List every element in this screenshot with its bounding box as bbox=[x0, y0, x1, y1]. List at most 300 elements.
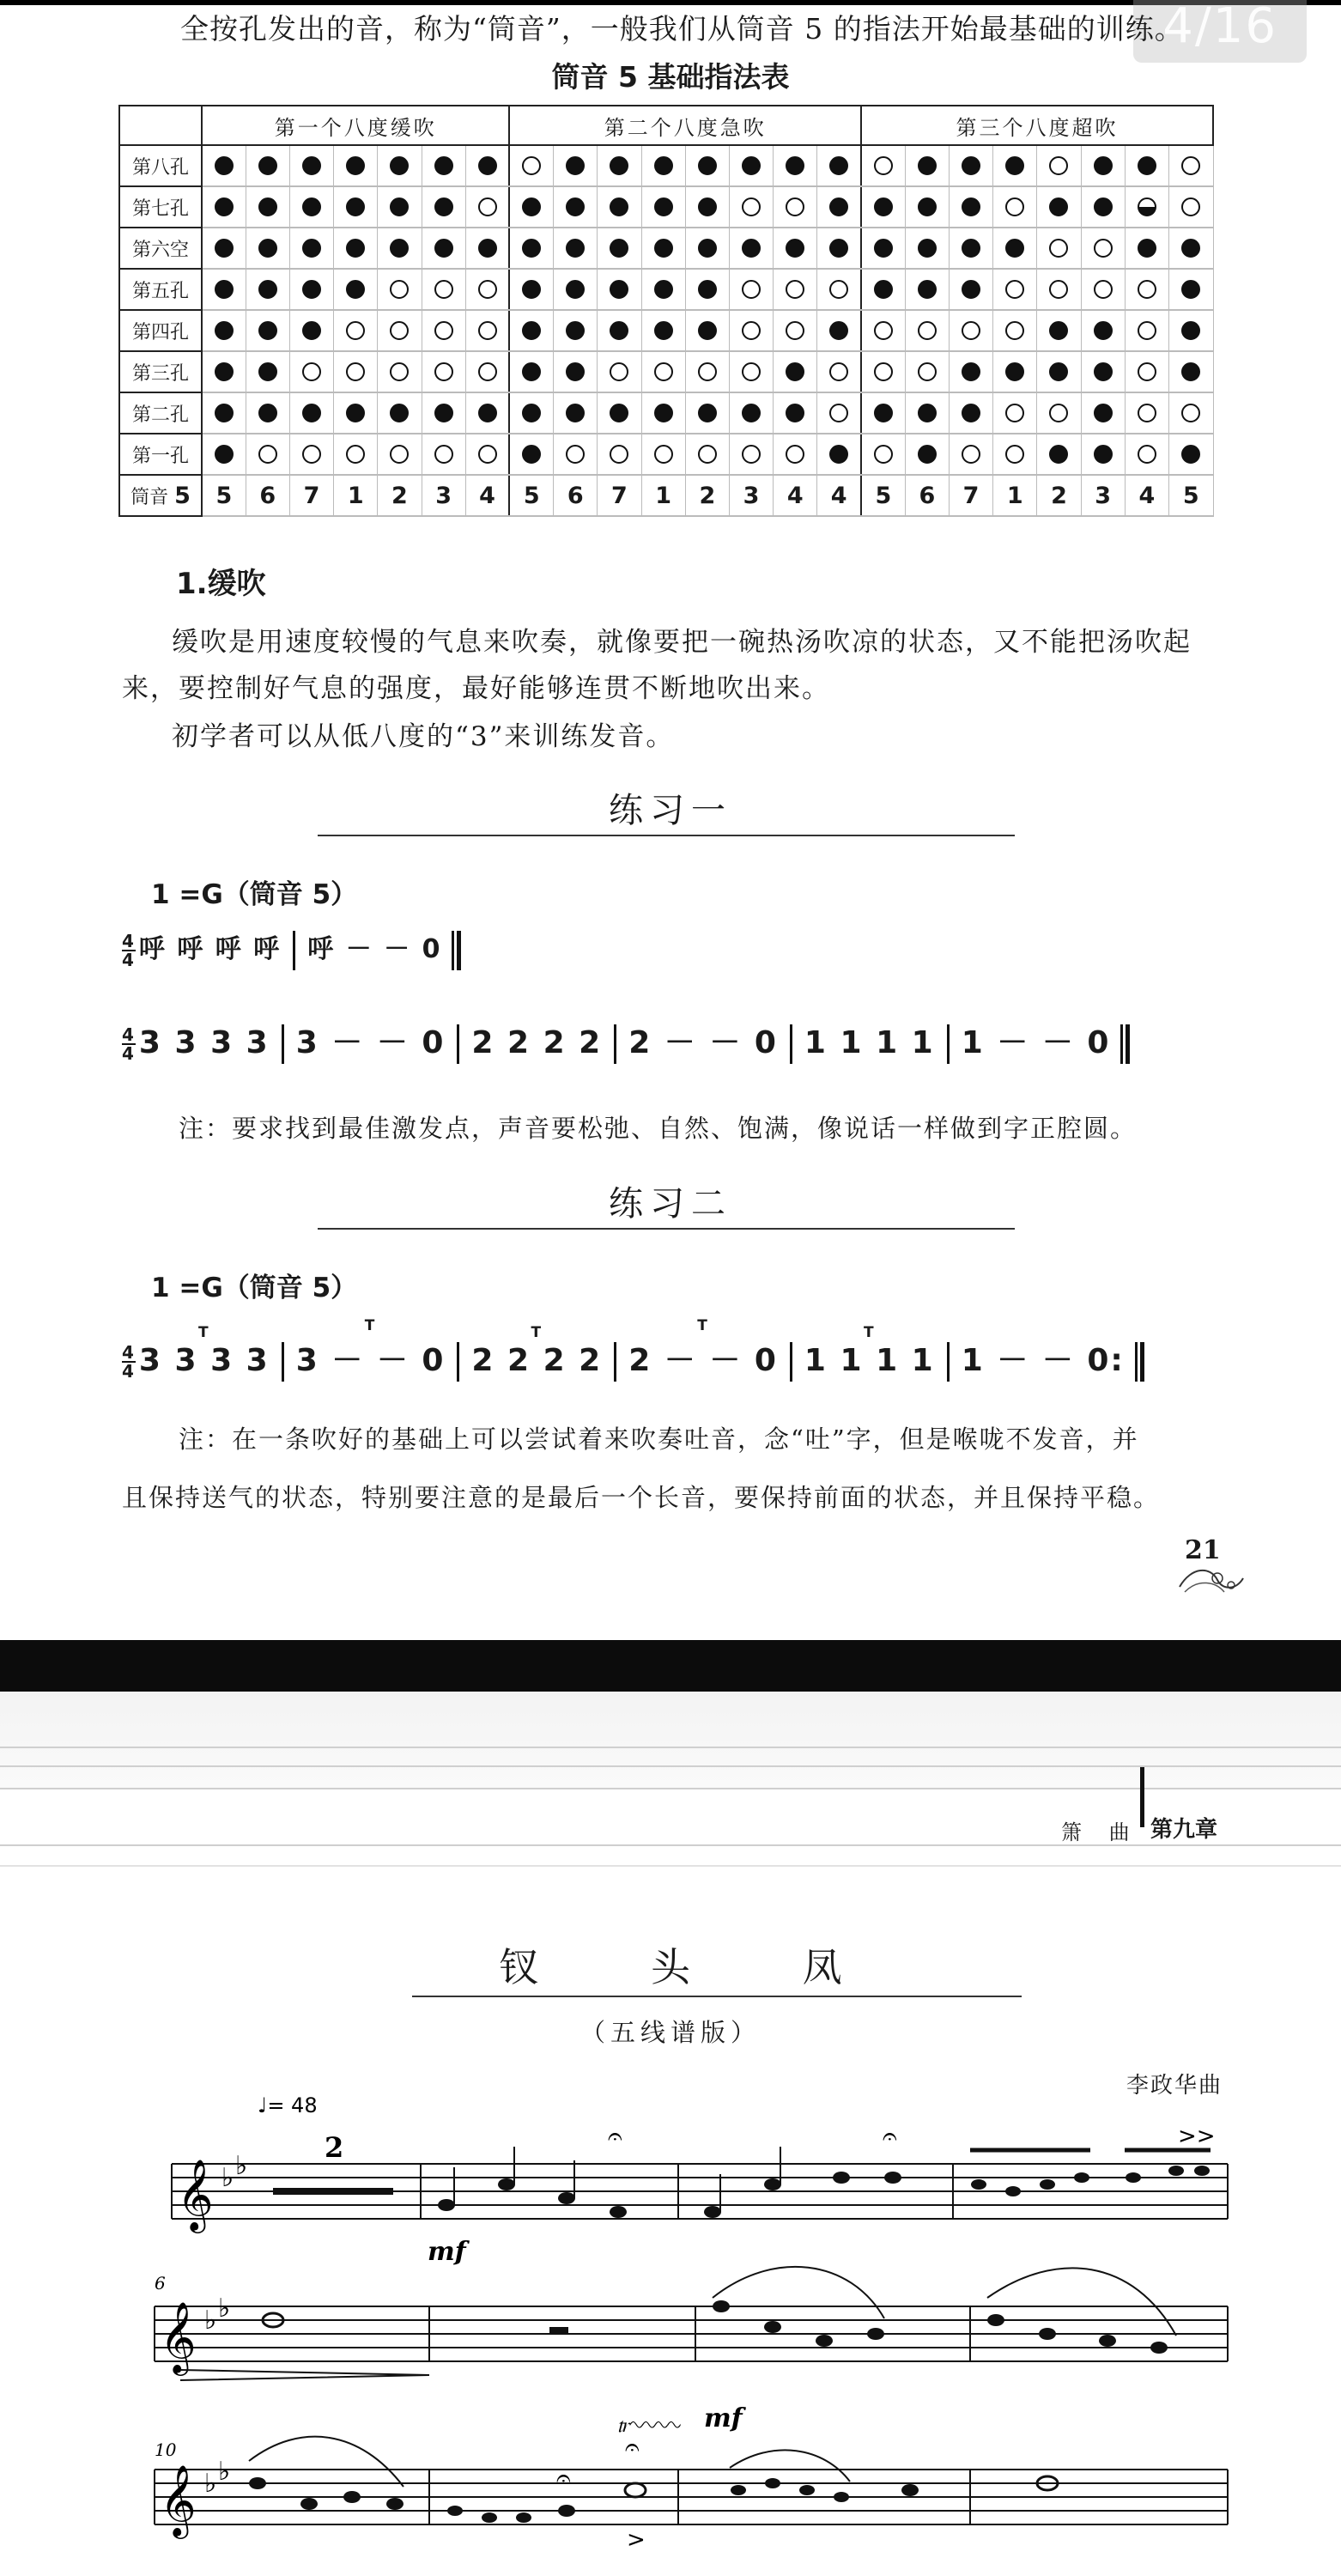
open-hole-icon bbox=[962, 445, 980, 464]
open-hole-icon bbox=[390, 280, 409, 299]
fingering-cell bbox=[465, 269, 509, 310]
jianpu-note: 3 bbox=[435, 482, 452, 509]
fingering-cell bbox=[509, 228, 553, 269]
closed-hole-icon bbox=[962, 156, 980, 175]
closed-hole-icon bbox=[566, 362, 585, 381]
fingering-cell bbox=[729, 145, 773, 186]
fingering-cell bbox=[422, 269, 465, 310]
open-hole-icon bbox=[302, 445, 321, 464]
fingering-cell bbox=[465, 145, 509, 186]
fingering-cell bbox=[685, 228, 729, 269]
dynamic-mark: mf bbox=[704, 2403, 743, 2433]
fingering-cell bbox=[202, 269, 246, 310]
fingering-cell bbox=[905, 269, 949, 310]
closed-hole-icon bbox=[962, 404, 980, 422]
exercise-1-line-1 bbox=[122, 927, 454, 970]
closed-hole-icon bbox=[654, 404, 673, 422]
fingering-cell bbox=[334, 351, 378, 392]
closed-hole-icon bbox=[522, 197, 541, 216]
exercise-1-rule bbox=[318, 835, 1015, 836]
closed-hole-icon bbox=[258, 239, 277, 258]
fingering-cell bbox=[554, 186, 598, 228]
fingering-cell bbox=[289, 351, 333, 392]
row-label: 第六空 bbox=[119, 228, 202, 269]
composer: 李政华曲 bbox=[1126, 2073, 1223, 2099]
open-hole-icon bbox=[874, 321, 893, 340]
fingering-row bbox=[119, 228, 1213, 269]
fingering-cell bbox=[993, 145, 1037, 186]
fingering-cell bbox=[949, 434, 992, 475]
open-hole-icon bbox=[1181, 156, 1200, 175]
fingering-cell bbox=[554, 434, 598, 475]
tempo-mark: ♩= 48 bbox=[258, 2093, 318, 2117]
open-hole-icon bbox=[786, 445, 804, 464]
fingering-cell bbox=[334, 392, 378, 434]
fingering-cell bbox=[246, 186, 289, 228]
fingering-cell bbox=[1125, 228, 1168, 269]
fingering-cell bbox=[905, 351, 949, 392]
fingering-row bbox=[119, 310, 1213, 351]
closed-hole-icon bbox=[566, 197, 585, 216]
fingering-cell bbox=[993, 310, 1037, 351]
fermata-icon: 𝄐 bbox=[556, 2464, 571, 2494]
fingering-cell bbox=[598, 310, 641, 351]
closed-hole-icon bbox=[962, 239, 980, 258]
jianpu-note: 6 bbox=[567, 482, 584, 509]
exercise-1-title: 练习一 bbox=[609, 791, 732, 830]
open-hole-icon bbox=[1049, 239, 1068, 258]
dynamic-mark: mf bbox=[428, 2237, 466, 2267]
jianpu-note: 4 bbox=[786, 482, 804, 509]
open-hole-icon bbox=[1049, 156, 1068, 175]
fingering-cell bbox=[465, 310, 509, 351]
fingering-cell bbox=[1081, 434, 1125, 475]
jianpu-note: 4 bbox=[830, 482, 847, 509]
jianpu-note: 5 bbox=[875, 482, 892, 509]
fingering-cell bbox=[378, 392, 422, 434]
fingering-cell bbox=[1037, 228, 1081, 269]
fingering-cell bbox=[1125, 434, 1168, 475]
flat-icon: ♭ bbox=[218, 2457, 231, 2487]
closed-hole-icon bbox=[390, 197, 409, 216]
closed-hole-icon bbox=[918, 197, 937, 216]
fingering-cell bbox=[1081, 228, 1125, 269]
closed-hole-icon bbox=[786, 404, 804, 422]
closed-hole-icon bbox=[698, 321, 717, 340]
fingering-cell bbox=[905, 434, 949, 475]
closed-hole-icon bbox=[698, 280, 717, 299]
closed-hole-icon bbox=[829, 239, 848, 258]
open-hole-icon bbox=[1049, 404, 1068, 422]
open-hole-icon bbox=[786, 321, 804, 340]
open-hole-icon bbox=[302, 362, 321, 381]
closed-hole-icon bbox=[215, 445, 234, 464]
note-cell bbox=[817, 475, 861, 516]
corner-cell bbox=[119, 106, 202, 145]
open-hole-icon bbox=[786, 197, 804, 216]
fingering-cell bbox=[202, 434, 246, 475]
fingering-cell bbox=[422, 392, 465, 434]
fingering-cell bbox=[246, 228, 289, 269]
open-hole-icon bbox=[478, 445, 497, 464]
header-rule bbox=[0, 1865, 1341, 1867]
closed-hole-icon bbox=[522, 445, 541, 464]
fingering-cell bbox=[905, 392, 949, 434]
fingering-cell bbox=[1168, 228, 1213, 269]
note-cell bbox=[378, 475, 422, 516]
fingering-cell bbox=[1081, 269, 1125, 310]
fingering-cell bbox=[1037, 392, 1081, 434]
fingering-cell bbox=[554, 351, 598, 392]
closed-hole-icon bbox=[742, 156, 761, 175]
closed-hole-icon bbox=[258, 197, 277, 216]
open-hole-icon bbox=[918, 362, 937, 381]
open-hole-icon bbox=[346, 321, 365, 340]
open-hole-icon bbox=[874, 156, 893, 175]
fingering-cell bbox=[334, 434, 378, 475]
closed-hole-icon bbox=[742, 239, 761, 258]
row-label: 第四孔 bbox=[119, 310, 202, 351]
fermata-icon: 𝄐 bbox=[625, 2433, 640, 2463]
fingering-cell bbox=[202, 228, 246, 269]
fingering-cell bbox=[1125, 351, 1168, 392]
fingering-cell bbox=[1168, 186, 1213, 228]
fingering-row bbox=[119, 186, 1213, 228]
fingering-cell bbox=[509, 186, 553, 228]
jianpu-note: 5 bbox=[1182, 482, 1199, 509]
closed-hole-icon bbox=[1094, 445, 1113, 464]
closed-hole-icon bbox=[346, 156, 365, 175]
exercise-2-key: 1 =G（筒音 5） bbox=[151, 1273, 358, 1303]
fingering-cell bbox=[641, 145, 685, 186]
staff-notation bbox=[0, 2078, 1341, 2576]
fingering-cell bbox=[554, 310, 598, 351]
fingering-cell bbox=[993, 186, 1037, 228]
ex2-measure-3: T 2 2 2 2 bbox=[471, 1343, 602, 1378]
open-hole-icon bbox=[786, 280, 804, 299]
open-hole-icon bbox=[1094, 239, 1113, 258]
fingering-cell bbox=[246, 269, 289, 310]
fingering-cell bbox=[1125, 392, 1168, 434]
half-hole-icon bbox=[1138, 197, 1156, 216]
fingering-cell bbox=[729, 351, 773, 392]
fingering-cell bbox=[817, 351, 861, 392]
closed-hole-icon bbox=[874, 280, 893, 299]
closed-hole-icon bbox=[698, 239, 717, 258]
note-cell bbox=[334, 475, 378, 516]
fingering-cell bbox=[289, 434, 333, 475]
fingering-cell bbox=[685, 186, 729, 228]
closed-hole-icon bbox=[390, 239, 409, 258]
fingering-cell bbox=[554, 228, 598, 269]
fingering-cell bbox=[817, 392, 861, 434]
closed-hole-icon bbox=[390, 156, 409, 175]
fingering-cell bbox=[949, 269, 992, 310]
open-hole-icon bbox=[698, 445, 717, 464]
flat-icon: ♭ bbox=[218, 2293, 231, 2324]
fingering-cell bbox=[1125, 269, 1168, 310]
fingering-cell bbox=[598, 392, 641, 434]
open-hole-icon bbox=[1138, 280, 1156, 299]
song-title-rule bbox=[412, 1996, 1022, 1997]
fingering-cell bbox=[246, 145, 289, 186]
treble-clef-icon: 𝄞 bbox=[160, 2300, 197, 2372]
closed-hole-icon bbox=[215, 239, 234, 258]
fingering-cell bbox=[422, 351, 465, 392]
ex2-measure-6: 1 － － 0: bbox=[961, 1343, 1125, 1378]
exercise-1-line-2 bbox=[122, 1018, 1123, 1064]
closed-hole-icon bbox=[566, 280, 585, 299]
flat-icon: ♭ bbox=[204, 2306, 217, 2336]
fingering-cell bbox=[993, 228, 1037, 269]
fingering-row bbox=[119, 269, 1213, 310]
fingering-cell bbox=[1168, 310, 1213, 351]
fingering-cell bbox=[949, 351, 992, 392]
jianpu-note: 4 bbox=[479, 482, 495, 509]
fingering-cell bbox=[774, 392, 817, 434]
jianpu-note: 7 bbox=[962, 482, 980, 509]
closed-hole-icon bbox=[1094, 197, 1113, 216]
fingering-cell bbox=[289, 392, 333, 434]
note-cell bbox=[289, 475, 333, 516]
fingering-cell bbox=[685, 392, 729, 434]
fingering-cell bbox=[465, 351, 509, 392]
fingering-cell bbox=[993, 351, 1037, 392]
row-label: 第八孔 bbox=[119, 145, 202, 186]
closed-hole-icon bbox=[654, 321, 673, 340]
closed-hole-icon bbox=[874, 197, 893, 216]
fingering-cell bbox=[554, 392, 598, 434]
fingering-cell bbox=[641, 351, 685, 392]
jianpu-note: 3 bbox=[1095, 482, 1112, 509]
fingering-cell bbox=[465, 392, 509, 434]
fingering-cell bbox=[817, 145, 861, 186]
note-cell bbox=[993, 475, 1037, 516]
fingering-cell bbox=[949, 186, 992, 228]
closed-hole-icon bbox=[302, 321, 321, 340]
multirest-count: 2 bbox=[325, 2131, 344, 2164]
time-signature: $\frac{4}{4}$ bbox=[122, 1342, 136, 1382]
closed-hole-icon bbox=[698, 156, 717, 175]
fingering-cell bbox=[1125, 310, 1168, 351]
closed-hole-icon bbox=[874, 404, 893, 422]
open-hole-icon bbox=[742, 197, 761, 216]
open-hole-icon bbox=[434, 280, 453, 299]
jianpu-note: 2 bbox=[699, 482, 716, 509]
fingering-cell bbox=[861, 392, 905, 434]
ex1-line2-measure-5: 1 1 1 1 bbox=[804, 1025, 935, 1060]
closed-hole-icon bbox=[829, 445, 848, 464]
fingering-cell bbox=[378, 434, 422, 475]
closed-hole-icon bbox=[829, 156, 848, 175]
jianpu-note: 7 bbox=[611, 482, 628, 509]
fingering-cell bbox=[246, 434, 289, 475]
jianpu-note: 3 bbox=[743, 482, 760, 509]
closed-hole-icon bbox=[786, 156, 804, 175]
closed-hole-icon bbox=[829, 197, 848, 216]
closed-hole-icon bbox=[610, 156, 628, 175]
open-hole-icon bbox=[390, 362, 409, 381]
fingering-cell bbox=[993, 269, 1037, 310]
jianpu-note: 4 bbox=[1138, 482, 1156, 509]
closed-hole-icon bbox=[918, 445, 937, 464]
fingering-cell bbox=[289, 310, 333, 351]
fingering-cell bbox=[246, 351, 289, 392]
closed-hole-icon bbox=[1094, 362, 1113, 381]
closed-hole-icon bbox=[1181, 445, 1200, 464]
fingering-cell bbox=[509, 351, 553, 392]
fingering-cell bbox=[1168, 434, 1213, 475]
open-hole-icon bbox=[874, 362, 893, 381]
jianpu-note: 2 bbox=[391, 482, 408, 509]
open-hole-icon bbox=[346, 445, 365, 464]
fingering-cell bbox=[422, 186, 465, 228]
closed-hole-icon bbox=[918, 239, 937, 258]
open-hole-icon bbox=[1094, 280, 1113, 299]
closed-hole-icon bbox=[346, 239, 365, 258]
note-row-label: 筒音 5 bbox=[119, 475, 202, 516]
fingering-cell bbox=[378, 310, 422, 351]
fingering-cell bbox=[774, 269, 817, 310]
fingering-cell bbox=[378, 351, 422, 392]
jianpu-note: 6 bbox=[259, 482, 276, 509]
fingering-cell bbox=[289, 228, 333, 269]
fingering-table bbox=[118, 105, 1214, 517]
fingering-cell bbox=[1037, 186, 1081, 228]
fingering-cell bbox=[554, 145, 598, 186]
closed-hole-icon bbox=[478, 239, 497, 258]
fingering-cell bbox=[905, 228, 949, 269]
closed-hole-icon bbox=[698, 197, 717, 216]
fingering-cell bbox=[378, 269, 422, 310]
ex1-line1-measure-2: 呼 － － 0 bbox=[307, 934, 442, 964]
closed-hole-icon bbox=[654, 156, 673, 175]
ex1-line2-measure-4: 2 － － 0 bbox=[628, 1025, 778, 1060]
closed-hole-icon bbox=[1181, 362, 1200, 381]
treble-clef-icon: 𝄞 bbox=[177, 2158, 214, 2230]
page-ornament-icon bbox=[1176, 1561, 1247, 1597]
fingering-cell bbox=[422, 145, 465, 186]
fingering-cell bbox=[465, 186, 509, 228]
fingering-cell bbox=[202, 392, 246, 434]
jianpu-note: 2 bbox=[1051, 482, 1067, 509]
closed-hole-icon bbox=[215, 156, 234, 175]
note-cell bbox=[1125, 475, 1168, 516]
fingering-cell bbox=[598, 434, 641, 475]
page-number: 21 bbox=[1185, 1535, 1221, 1565]
fingering-cell bbox=[685, 434, 729, 475]
fingering-cell bbox=[334, 228, 378, 269]
fermata-icon: 𝄐 bbox=[883, 2122, 897, 2152]
closed-hole-icon bbox=[215, 280, 234, 299]
fingering-cell bbox=[598, 145, 641, 186]
note-cell bbox=[1081, 475, 1125, 516]
closed-hole-icon bbox=[1049, 445, 1068, 464]
song-title: 钗 头 凤 bbox=[499, 1944, 892, 1990]
closed-hole-icon bbox=[258, 280, 277, 299]
fingering-cell bbox=[1125, 145, 1168, 186]
fingering-cell bbox=[334, 186, 378, 228]
chapter-label: 第九章 bbox=[1150, 1817, 1218, 1843]
closed-hole-icon bbox=[874, 239, 893, 258]
closed-hole-icon bbox=[346, 404, 365, 422]
open-hole-icon bbox=[566, 445, 585, 464]
closed-hole-icon bbox=[302, 280, 321, 299]
fingering-cell bbox=[774, 351, 817, 392]
closed-hole-icon bbox=[434, 197, 453, 216]
section-para-1b: 来，要控制好气息的强度，最好能够连贯不断地吹出来。 bbox=[122, 673, 830, 704]
closed-hole-icon bbox=[654, 280, 673, 299]
open-hole-icon bbox=[1138, 321, 1156, 340]
fingering-cell bbox=[422, 310, 465, 351]
fingering-cell bbox=[334, 269, 378, 310]
fingering-cell bbox=[1037, 310, 1081, 351]
ex1-line2-measure-3: 2 2 2 2 bbox=[471, 1025, 603, 1060]
open-hole-icon bbox=[390, 321, 409, 340]
fingering-row bbox=[119, 434, 1213, 475]
note-cell bbox=[554, 475, 598, 516]
fingering-cell bbox=[246, 392, 289, 434]
accent-icon: > bbox=[627, 2527, 646, 2553]
open-hole-icon bbox=[1005, 321, 1024, 340]
exercise-2-note-2: 且保持送气的状态，特别要注意的是最后一个长音，要保持前面的状态，并且保持平稳。 bbox=[122, 1483, 1161, 1512]
fingering-cell bbox=[509, 392, 553, 434]
closed-hole-icon bbox=[918, 404, 937, 422]
closed-hole-icon bbox=[302, 239, 321, 258]
fingering-cell bbox=[774, 228, 817, 269]
closed-hole-icon bbox=[522, 362, 541, 381]
jianpu-note: 7 bbox=[303, 482, 320, 509]
closed-hole-icon bbox=[522, 321, 541, 340]
closed-hole-icon bbox=[1049, 321, 1068, 340]
fingering-cell bbox=[1081, 310, 1125, 351]
fingering-cell bbox=[202, 351, 246, 392]
closed-hole-icon bbox=[522, 404, 541, 422]
time-signature: $\frac{4}{4}$ bbox=[122, 1024, 136, 1064]
fingering-cell bbox=[729, 228, 773, 269]
fingering-cell bbox=[774, 186, 817, 228]
fingering-cell bbox=[334, 145, 378, 186]
closed-hole-icon bbox=[1049, 197, 1068, 216]
open-hole-icon bbox=[654, 362, 673, 381]
jianpu-note: 5 bbox=[215, 482, 233, 509]
accent-icon: >> bbox=[1178, 2123, 1216, 2149]
fingering-cell bbox=[641, 269, 685, 310]
exercise-2-line bbox=[122, 1336, 1138, 1382]
fingering-cell bbox=[949, 392, 992, 434]
flat-icon: ♭ bbox=[204, 2469, 217, 2499]
fingering-cell bbox=[422, 228, 465, 269]
fingering-cell bbox=[685, 351, 729, 392]
fingering-cell bbox=[598, 186, 641, 228]
rest bbox=[549, 2327, 568, 2334]
fingering-cell bbox=[817, 186, 861, 228]
fingering-cell bbox=[949, 145, 992, 186]
octave-1-header: 第一个八度缓吹 bbox=[202, 106, 509, 145]
fingering-cell bbox=[861, 186, 905, 228]
closed-hole-icon bbox=[258, 362, 277, 381]
header-rule bbox=[0, 1747, 1341, 1748]
fingering-cell bbox=[861, 351, 905, 392]
fingering-cell bbox=[729, 392, 773, 434]
open-hole-icon bbox=[258, 445, 277, 464]
open-hole-icon bbox=[829, 280, 848, 299]
open-hole-icon bbox=[1049, 280, 1068, 299]
closed-hole-icon bbox=[302, 404, 321, 422]
fingering-cell bbox=[729, 310, 773, 351]
open-hole-icon bbox=[1005, 280, 1024, 299]
closed-hole-icon bbox=[434, 404, 453, 422]
